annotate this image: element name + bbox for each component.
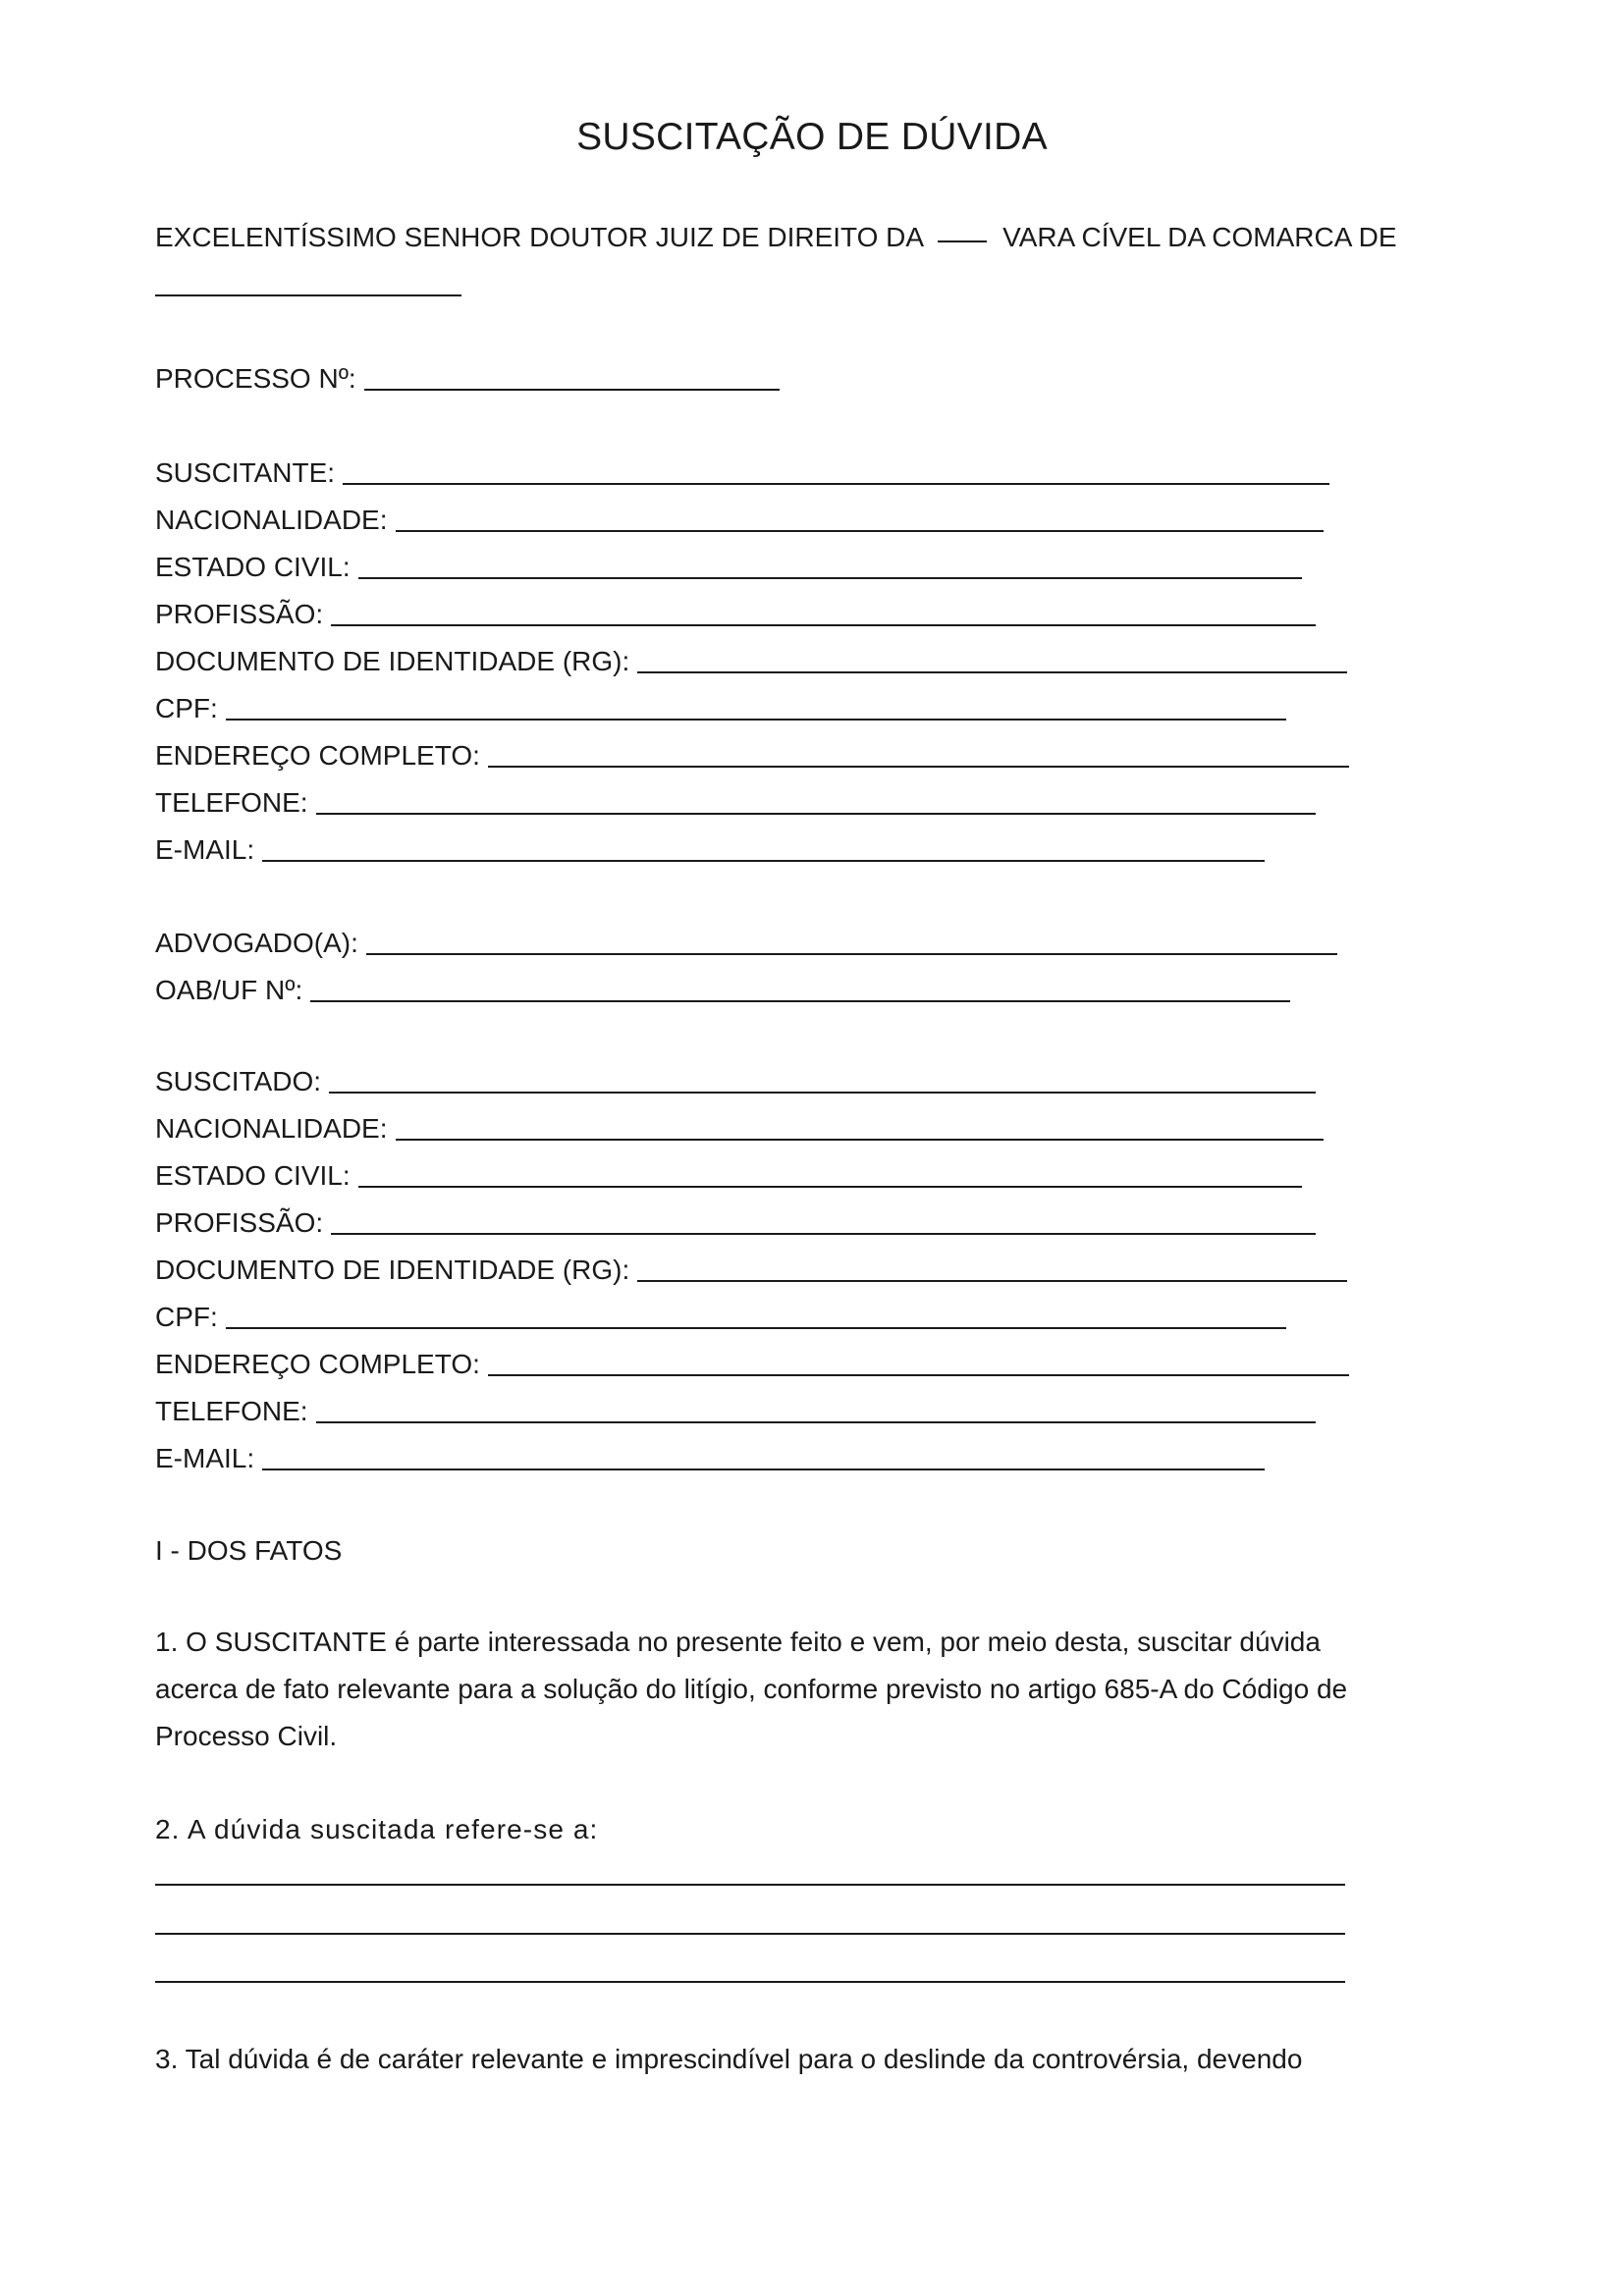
suscitado-civil-status-label: ESTADO CIVIL: — [155, 1160, 351, 1191]
suscitado-name-field[interactable] — [155, 1065, 1316, 1098]
addressee-line — [155, 221, 1397, 254]
section-facts-heading: I - DOS FATOS — [155, 1535, 343, 1566]
suscitante-rg-label: DOCUMENTO DE IDENTIDADE (RG): — [155, 646, 630, 676]
suscitado-rg-label: DOCUMENTO DE IDENTIDADE (RG): — [155, 1255, 630, 1285]
lawyer-name-blank[interactable] — [366, 953, 1337, 955]
suscitante-profession-label: PROFISSÃO: — [155, 599, 324, 629]
suscitante-phone-field[interactable] — [155, 786, 1316, 820]
suscitado-address-blank[interactable] — [488, 1374, 1349, 1376]
suscitado-cpf-field[interactable] — [155, 1301, 1286, 1334]
suscitante-cpf-field[interactable] — [155, 692, 1286, 725]
suscitado-phone-label: TELEFONE: — [155, 1396, 308, 1426]
suscitado-rg-field[interactable] — [155, 1254, 1347, 1287]
suscitado-email-label: E-MAIL: — [155, 1443, 255, 1473]
lawyer-oab-label: OAB/UF Nº: — [155, 975, 303, 1005]
suscitante-phone-label: TELEFONE: — [155, 787, 308, 818]
paragraph-2: 2. A dúvida suscitada refere-se a: — [155, 1814, 599, 1844]
suscitado-profession-blank[interactable] — [331, 1233, 1316, 1235]
suscitado-address-field[interactable] — [155, 1348, 1349, 1381]
suscitante-nationality-blank[interactable] — [396, 530, 1325, 532]
doubt-answer-line-2[interactable] — [155, 1933, 1345, 1935]
suscitante-cpf-blank[interactable] — [226, 719, 1286, 721]
paragraph-1: 1. O SUSCITANTE é parte interessada no presente feito e vem, por meio desta, suscitar dúvida acerca de fato relevante para a solução do litígio, conforme previsto no artigo 685-A do Código de Processo Civil. — [155, 1627, 1348, 1751]
suscitado-nationality-label: NACIONALIDADE: — [155, 1113, 388, 1144]
suscitante-rg-field[interactable] — [155, 645, 1347, 678]
suscitante-email-blank[interactable] — [262, 860, 1265, 862]
lawyer-name-label: ADVOGADO(A): — [155, 928, 358, 958]
suscitante-phone-blank[interactable] — [316, 813, 1316, 815]
suscitado-profession-label: PROFISSÃO: — [155, 1207, 324, 1238]
suscitado-phone-blank[interactable] — [316, 1421, 1316, 1423]
suscitante-civil-status-field[interactable] — [155, 551, 1302, 584]
suscitado-phone-field[interactable] — [155, 1395, 1316, 1428]
suscitado-nationality-blank[interactable] — [396, 1139, 1325, 1141]
suscitado-cpf-label: CPF: — [155, 1302, 218, 1332]
suscitado-civil-status-field[interactable] — [155, 1159, 1302, 1193]
suscitante-profession-blank[interactable] — [331, 624, 1316, 626]
suscitante-civil-status-blank[interactable] — [358, 577, 1302, 579]
doubt-answer-line-3[interactable] — [155, 1981, 1345, 1983]
suscitante-cpf-label: CPF: — [155, 693, 218, 723]
suscitante-rg-blank[interactable] — [637, 671, 1347, 673]
suscitado-rg-blank[interactable] — [637, 1280, 1347, 1282]
suscitante-email-label: E-MAIL: — [155, 834, 255, 865]
suscitado-civil-status-blank[interactable] — [358, 1186, 1302, 1188]
suscitante-nationality-field[interactable] — [155, 504, 1324, 537]
comarca-blank[interactable] — [155, 294, 461, 296]
lawyer-name-field[interactable] — [155, 927, 1337, 960]
suscitante-name-label: SUSCITANTE: — [155, 457, 336, 488]
suscitante-address-field[interactable] — [155, 739, 1349, 773]
suscitado-name-blank[interactable] — [329, 1092, 1316, 1094]
suscitado-cpf-blank[interactable] — [226, 1327, 1286, 1329]
document-title: SUSCITAÇÃO DE DÚVIDA — [576, 116, 1048, 158]
suscitante-name-field[interactable] — [155, 456, 1329, 490]
suscitante-civil-status-label: ESTADO CIVIL: — [155, 552, 351, 582]
suscitado-address-label: ENDEREÇO COMPLETO: — [155, 1349, 480, 1379]
lawyer-oab-field[interactable] — [155, 974, 1290, 1007]
lawyer-oab-blank[interactable] — [310, 1000, 1290, 1002]
suscitado-profession-field[interactable] — [155, 1206, 1316, 1240]
court-number-blank[interactable] — [938, 240, 987, 242]
addressee-part1: EXCELENTÍSSIMO SENHOR DOUTOR JUIZ DE DIREITO DA — [155, 222, 923, 252]
suscitante-email-field[interactable] — [155, 833, 1265, 867]
suscitante-address-label: ENDEREÇO COMPLETO: — [155, 740, 480, 771]
suscitado-email-field[interactable] — [155, 1442, 1265, 1475]
doubt-answer-line-1[interactable] — [155, 1884, 1345, 1886]
process-number-label: PROCESSO Nº: — [155, 363, 356, 394]
suscitante-nationality-label: NACIONALIDADE: — [155, 505, 388, 535]
suscitado-nationality-field[interactable] — [155, 1112, 1324, 1146]
paragraph-3: 3. Tal dúvida é de caráter relevante e imprescindível para o deslinde da controvérsia, devendo — [155, 2044, 1303, 2074]
suscitante-profession-field[interactable] — [155, 598, 1316, 631]
suscitante-name-blank[interactable] — [343, 483, 1329, 485]
suscitante-address-blank[interactable] — [488, 766, 1349, 768]
process-number-blank[interactable] — [364, 389, 780, 391]
suscitado-email-blank[interactable] — [262, 1468, 1265, 1470]
suscitado-name-label: SUSCITADO: — [155, 1066, 322, 1096]
process-number-field[interactable] — [155, 362, 780, 396]
addressee-part2: VARA CÍVEL DA COMARCA DE — [1002, 222, 1397, 252]
